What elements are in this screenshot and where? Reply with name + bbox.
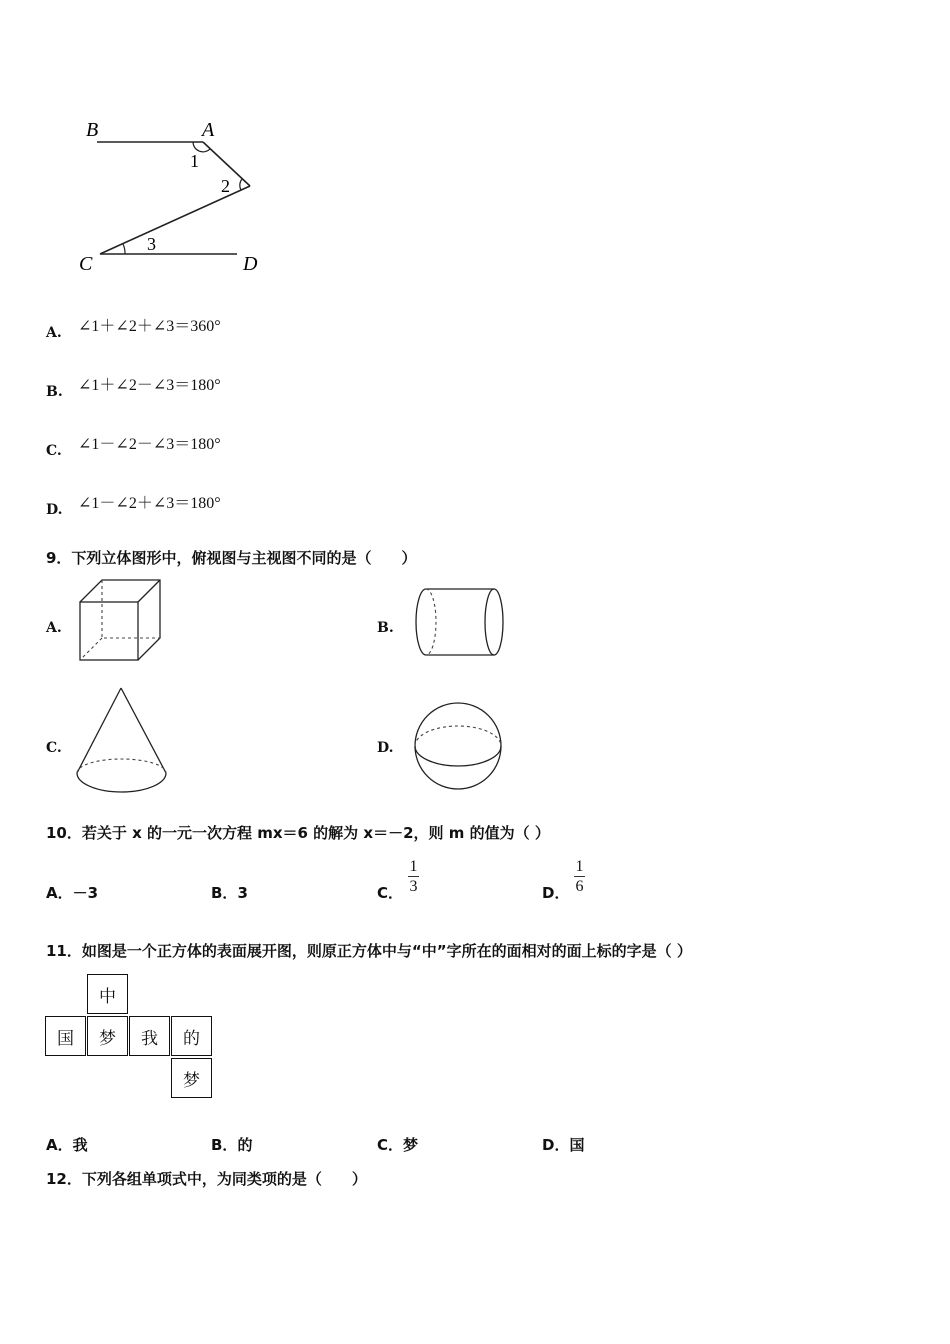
q11-option-a-text: 我: [72, 1136, 88, 1154]
q10-option-b-text: 3: [237, 884, 248, 902]
fraction-denominator: 6: [575, 878, 584, 895]
fraction-numerator: 1: [575, 858, 584, 875]
q11-option-c[interactable]: [377, 1134, 418, 1155]
q11-option-b-text: 的: [237, 1136, 253, 1154]
q11-stem: 11．如图是一个正方体的表面展开图，则原正方体中与“中”字所在的面相对的面上标的字是（ ）: [46, 942, 692, 960]
q11-option-d[interactable]: [542, 1134, 584, 1155]
q8-option-d-text: ∠1－∠2＋∠3＝180°: [78, 495, 221, 512]
q8-option-b-label[interactable]: B.: [46, 384, 63, 400]
point-c-label: C: [79, 253, 93, 275]
q11-option-b[interactable]: [211, 1134, 252, 1155]
q10-option-c-label[interactable]: C．: [377, 884, 404, 902]
q11-option-c-text: 梦: [403, 1136, 419, 1154]
cube-figure: [76, 578, 166, 664]
q11-option-b-label: B．: [211, 1136, 238, 1154]
q11-option-d-text: 国: [569, 1136, 585, 1154]
cube-net: [45, 974, 215, 1098]
point-d-label: D: [243, 253, 258, 275]
angle-2-label: 2: [221, 176, 230, 196]
net-cell-row-1: 国: [45, 1016, 86, 1056]
angle-3-label: 3: [147, 234, 156, 254]
q8-option-a-label[interactable]: A.: [46, 325, 62, 341]
fraction-denominator: 3: [409, 878, 418, 895]
point-b-label: B: [86, 119, 99, 141]
cone-figure: [70, 685, 170, 797]
angle-2-arc: [240, 179, 242, 190]
sphere-figure: [408, 700, 508, 792]
q9-stem: 9．下列立体图形中，俯视图与主视图不同的是（ ）: [46, 549, 417, 567]
line-ec: [100, 186, 250, 254]
q9-option-c-label[interactable]: C.: [46, 740, 62, 756]
net-cell-top: 中: [87, 974, 128, 1014]
q10-option-a[interactable]: [46, 882, 98, 903]
net-cell-row-4: 的: [171, 1016, 212, 1056]
q10-option-b[interactable]: [211, 882, 248, 903]
net-cell-row-3: 我: [129, 1016, 170, 1056]
net-cell-bottom: 梦: [171, 1058, 212, 1098]
angle-1-label: 1: [190, 151, 199, 171]
q11-option-a-label: A．: [46, 1136, 73, 1154]
q8-option-c-label[interactable]: C.: [46, 443, 62, 459]
q12-stem: 12．下列各组单项式中，为同类项的是（ ）: [46, 1170, 367, 1188]
q10-option-d-label[interactable]: D．: [542, 884, 570, 902]
q10-option-d-fraction: [574, 858, 585, 895]
q11-option-a[interactable]: [46, 1134, 88, 1155]
q8-option-d-label[interactable]: D.: [46, 502, 63, 518]
q10-option-a-text: －3: [72, 884, 99, 902]
q8-angle-figure: [70, 112, 270, 277]
q10-option-c-fraction: [408, 858, 419, 895]
q8-option-b-text: ∠1＋∠2－∠3＝180°: [78, 377, 221, 394]
q10-option-b-label: B．: [211, 884, 238, 902]
cylinder-figure: [408, 584, 508, 660]
q10-option-a-label: A．: [46, 884, 73, 902]
q8-option-c-text: ∠1－∠2－∠3＝180°: [78, 436, 221, 453]
q9-option-d-label[interactable]: D.: [377, 740, 394, 756]
point-a-label: A: [202, 119, 215, 141]
fraction-numerator: 1: [409, 858, 418, 875]
angle-3-arc: [123, 244, 125, 254]
q9-option-a-label[interactable]: A.: [46, 620, 62, 636]
q8-option-a-text: ∠1＋∠2＋∠3＝360°: [78, 318, 221, 335]
q11-option-d-label: D．: [542, 1136, 570, 1154]
net-cell-row-2: 梦: [87, 1016, 128, 1056]
q11-option-c-label: C．: [377, 1136, 404, 1154]
q9-option-b-label[interactable]: B.: [377, 620, 394, 636]
q10-stem: 10．若关于 x 的一元一次方程 mx＝6 的解为 x＝－2，则 m 的值为（ ）: [46, 824, 550, 842]
